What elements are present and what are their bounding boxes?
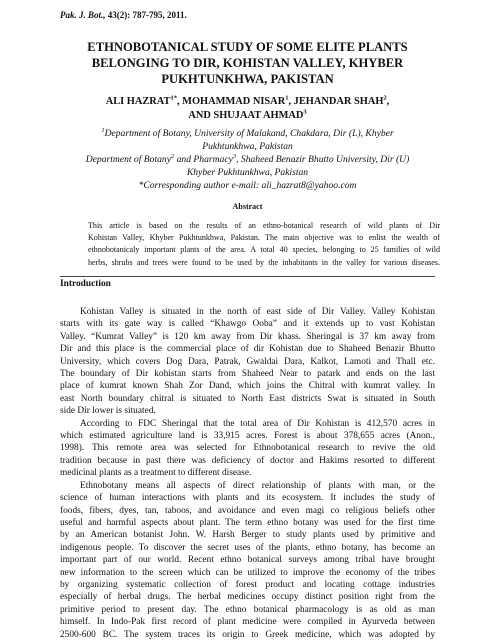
title-line: BELONGING TO DIR, KOHISTAN VALLEY, KHYBER xyxy=(91,56,404,70)
author-name: , MOHAMMAD NISAR xyxy=(176,96,286,107)
body-text-line: 2500-600 BC. The system traces its origin to Greek medicine, which was adopted by xyxy=(60,629,435,640)
affil-mark: 3 xyxy=(232,152,237,160)
introduction-heading: Introduction xyxy=(60,279,111,289)
body-text-line: himself. In Indo-Pak first record of plant medicine were compiled in Ayurveda between xyxy=(60,617,435,628)
body-text-line: indigenous people. To discover the secret uses of the plants, ethno botany, has become an xyxy=(60,542,435,553)
affiliation-text: , Shaheed Benazir Bhutto University, Dir (U) xyxy=(236,154,410,165)
body-text-line: foods, fibers, dyes, tan, taboos, and avoidance and even magi co religious beliefs other xyxy=(60,505,435,516)
body-text-line: According to FDC Sheringal that the total area of Dir Kohistan is 412,570 acres in xyxy=(80,418,435,429)
body-text-line: place of kumrat known Shah Zor Dand, which joins the Chitral with kumrat valley. In xyxy=(60,381,435,392)
author-affil-mark: 3 xyxy=(303,108,307,116)
body-text-line: Valley. “Kumrat Valley” is 120 km away from Dir khass. Sheringal is 37 km away from xyxy=(60,331,435,342)
author-affil-mark: 1 xyxy=(285,94,289,102)
body-text-line: The boundary of Dir kohistan starts from Shaheed Near to patark and ends on the last xyxy=(60,369,435,380)
journal-abbrev: Pak. J. Bot., xyxy=(60,10,106,20)
abstract-line: ethnobotanicaly important plants of the area. A total 40 species, belonging to 25 families of wild xyxy=(88,245,440,255)
body-text-line: east North boundary chitral is situated to North East districts Swat is situated in South xyxy=(60,393,435,404)
body-text-line: tradition because in past there was deficiency of doctor and Hakims resorted to different xyxy=(60,455,435,466)
journal-volume-pages: 43(2): 787-795, 2011. xyxy=(107,10,187,20)
abstract-heading: Abstract xyxy=(232,202,263,211)
affiliation-text: Department of Botany xyxy=(85,154,171,165)
author-line-2 xyxy=(60,109,435,123)
author-name: , JEHANDAR SHAH xyxy=(288,96,384,107)
body-text-line: science of human interactions with plants and its ecosystem. It includes the study of xyxy=(60,493,435,504)
affiliations xyxy=(60,127,435,192)
affiliation-text: and Pharmacy xyxy=(174,154,233,165)
body-text-line: starts with its gate way is called “Khawgo Ooba” and it extends up to vast Kohistan xyxy=(60,319,435,330)
affiliation-2-line-2: Khyber Pukhtunkhwa, Pakistan xyxy=(186,167,309,178)
body-text-line: which estimated agriculture land is 33,915 acres. Forest is about 378,655 acres (Anon., xyxy=(60,431,435,442)
abstract-line: herbs, shrubs and trees were found to be used by the inhabitants in the valley for various diseases. xyxy=(88,257,440,267)
affiliation-2-line-1 xyxy=(60,153,435,166)
affiliation-1-line-2: Pukhtunkhwa, Pakistan xyxy=(202,141,293,152)
author-affil-mark: 2 xyxy=(383,94,387,102)
body-text-line: Ethnobotany means all aspects of direct relationship of plants with man, or the xyxy=(80,480,435,491)
body-text-line: by an American botanist John. W. Harsh Berger to study plants used by primitive and xyxy=(60,530,435,541)
section-divider xyxy=(60,276,435,277)
body-text-line: especially of herbal drugs. The herbal medicines occupy distinct position right from the xyxy=(60,592,435,603)
body-text-line: by organizing systematic collection of forest product and locating cottage industries xyxy=(60,579,435,590)
author-affil-mark: 1* xyxy=(170,94,177,102)
title-line: PUKHTUNKHWA, PAKISTAN xyxy=(161,72,334,86)
author-name: AND SHUJAAT AHMAD xyxy=(188,110,304,121)
body-text-line: University, which covers Dog Dara, Patrak, Gwaldai Dara, Kalkot, Lamoti and Thall etc. xyxy=(60,356,435,367)
body-text-line: 1998). This remote area was selected for Ethnobotanical research to revive the old xyxy=(60,443,435,454)
author-separator: , xyxy=(386,96,390,107)
corresponding-author: *Corresponding author e-mail: ali_hazrat8@yahoo.com xyxy=(138,180,357,191)
title-line: ETHNOBOTANICAL STUDY OF SOME ELITE PLANTS xyxy=(87,40,408,54)
abstract-line: Kohistan Valley, Khyber Pukhtunkhwa, Pakistan. The main objective was to enlist the wealth of xyxy=(88,233,440,243)
journal-citation xyxy=(60,10,187,20)
affil-mark: 2 xyxy=(170,152,175,160)
author-list xyxy=(60,95,435,123)
author-line-1 xyxy=(60,95,435,109)
affil-mark: 1 xyxy=(101,126,105,134)
author-name: ALI HAZRAT xyxy=(105,96,171,107)
abstract-line: This article is based on the results of an ethno-botanical research of wild plants of Dir xyxy=(88,221,440,230)
body-text-line: Kohistan Valley is situated in the north of east side of Dir Valley. Valley Kohistan xyxy=(80,307,435,317)
paper-title xyxy=(60,39,435,87)
affiliation-1-line-1 xyxy=(60,127,435,140)
body-text-line: useful and harmful aspects about plant. The term ethno botany was used for the first time xyxy=(60,517,435,528)
introduction-body xyxy=(60,306,435,641)
abstract-body xyxy=(88,220,440,269)
body-text-line: primitive period to present day. The ethno botanical pharmacology is as old as man xyxy=(60,604,435,615)
affiliation-text: Department of Botany, University of Malakand, Chakdara, Dir (L), Khyber xyxy=(104,128,394,139)
body-text-line: new information to the screen which can be utilized to improve the economy of the tribes xyxy=(60,567,435,578)
body-text-line: side Dir lower is situated. xyxy=(60,406,156,417)
body-text-line: medicinal plants as a treatment to different disease. xyxy=(60,468,252,479)
body-text-line: Dir and this place is the commercial place of dir Kohistan due to Shaheed Benazir Bhutto xyxy=(60,344,435,355)
body-text-line: important part of our world. Recent ethno botanical surveys among tribal have brought xyxy=(60,555,435,566)
